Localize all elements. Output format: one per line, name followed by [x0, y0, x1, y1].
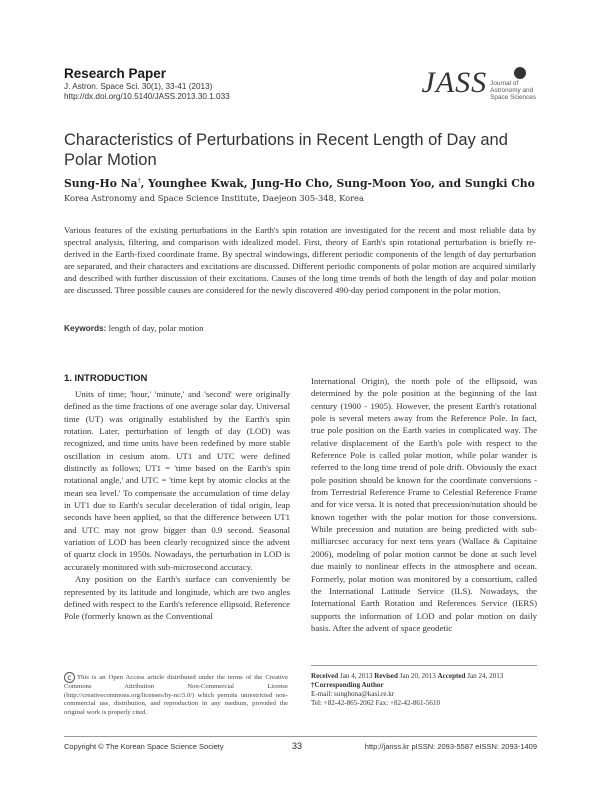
author-email[interactable]: E-mail: sunghona@kasi.re.kr — [311, 690, 395, 698]
journal-reference — [64, 82, 230, 102]
page-number: 33 — [292, 741, 303, 751]
paragraph: International Origin), the north pole of the ellipsoid, was determined by the pole position at the beginning of the last century (1900 - 1905). However, the present Earth's rotational pole is several meters away from the Reference Pole. In fact, true pole position on the Earth varies in complicated way. The relative displacement of the Earth's pole with respect to the Reference Pole is called polar motion, while polar wander is referred to the long time trend of pole drift. Obviously the exact pole position should be known for the coordinate conversions - from Terrestrial Reference Frame to Celestial Reference Frame and for vice versa. It is noted that precession/nutation should be known together with the polar motion for those conversions. While precession and nutation are being predicted with sub-milliarcsec accuracy for next tens years (Wallace & Capitaine 2006), modeling of polar motion cannot be done at such level due mainly to nonlinear effects in the atmosphere and ocean. Formerly, polar motion was monitored by a consortium, called the International Latitude Service (ILS). Nowadays, the International Earth Rotation and References Service (IERS) supports the information of LOD and polar motion on daily basis. After the advent of space geodetic — [311, 376, 537, 633]
author-list: Sung-Ho Na†, Younghee Kwak, Jung-Ho Cho, Sung-Moon Yoo, and Sungki Cho — [64, 177, 535, 190]
paragraph: Any position on the Earth's surface can conveniently be represented by its latitude and longitude, which are two angles defined with respect to the Earth's reference ellipsoid. Reference Pole (formerly known as the Conventional — [64, 574, 290, 622]
keywords-text: length of day, polar motion — [106, 323, 204, 333]
article-type-label: Research Paper — [64, 66, 167, 81]
corresponding-author-label: †Corresponding Author — [311, 681, 384, 689]
left-column — [64, 388, 290, 623]
logo-subtitle: Journal of Astronomy and Space Sciences — [490, 80, 536, 101]
cc-icon: c — [64, 672, 75, 683]
divider — [311, 665, 537, 666]
right-column — [311, 375, 537, 634]
copyright: Copyright © The Korean Space Science Society — [64, 742, 224, 751]
globe-icon — [514, 67, 526, 79]
abstract: Various features of the existing perturbations in the Earth's spin rotation are investigated for the recent and most reliable data by spectral analysis, filtering, and comparison with idealized model. First, theory of Earth's spin rotational perturbation is briefly re-derived in the Earth-fixed coordinate frame. By spectral windowings, different periodic components of the length of day perturbation are separated, and their characters and excitations are discussed. Different periodic components of polar motion are acquired similarly and described with further discussion of their excitations. Causes of the long time trends of both the length of day and polar motion are discussed. Three possible causes are considered for the newly discovered 490-day period component in the polar motion. — [64, 225, 536, 295]
doi-link[interactable]: http://dx.doi.org/10.5140/JASS.2013.30.1.033 — [64, 92, 230, 101]
author-phone: Tel: +82-42-865-2062 Fax: +82-42-861-5610 — [311, 699, 441, 707]
article-history: Received Jan 4, 2013 Revised Jan 20, 2013 Accepted Jan 24, 2013 †Corresponding Author E-mail: sunghona@kasi.re.kr Tel: +82-42-865-2062 Fax: +82-42-861-5610 — [311, 672, 537, 708]
keywords-label: Keywords: — [64, 323, 107, 333]
affiliation: Korea Astronomy and Space Science Institute, Daejeon 305-348, Korea — [64, 193, 364, 203]
section-heading: 1. INTRODUCTION — [64, 373, 148, 384]
journal-logo — [422, 66, 536, 102]
paper-title: Characteristics of Perturbations in Recent Length of Day and Polar Motion — [64, 131, 508, 169]
journal-citation: J. Astron. Space Sci. 30(1), 33-41 (2013) — [64, 82, 213, 91]
license-text: This is an Open Access article distributed under the terms of the Creative Commons Attribution Non-Commercial License (http://creativecommons.org/licenses/by-nc/3.0/) which permits unrestricted non-commercial use, distribution, and reproduction in any medium, provided the original work is properly cited. — [64, 674, 288, 716]
issn-info: http://janss.kr pISSN: 2093-5587 eISSN: 2093-1409 — [364, 742, 537, 751]
license-notice — [64, 672, 288, 717]
paragraph: Units of time; 'hour,' 'minute,' and 'second' were originally defined as the time fractions of one average solar day. Universal time (UT) was originally established by the Earth's spin rotation. Later, perturbation of length of day (LOD) was recognized, and time units have been redefined by more stable oscillation in cesium atom. UT1 and UTC were defined distinctly as follows; UT1 = 'time based on the Earth's spin rotational angle,' and UTC = 'time kept by atomic clocks at the mean sea level.' To compensate the accumulation of time delay in UT1 due to Earth's secular deceleration of tidal origin, leap seconds have been applied, so that the difference between UT1 and UTC may not grow bigger than 0.9 second. Seasonal variation of LOD has been clearly recognized since the advent of quartz clock in 1950s. Nowadays, the perturbation in LOD is accurately monitored with sub-microsecond accuracy. — [64, 389, 290, 572]
keywords — [64, 323, 204, 333]
footer-divider — [64, 736, 537, 737]
logo-wordmark: JASS — [421, 66, 488, 99]
